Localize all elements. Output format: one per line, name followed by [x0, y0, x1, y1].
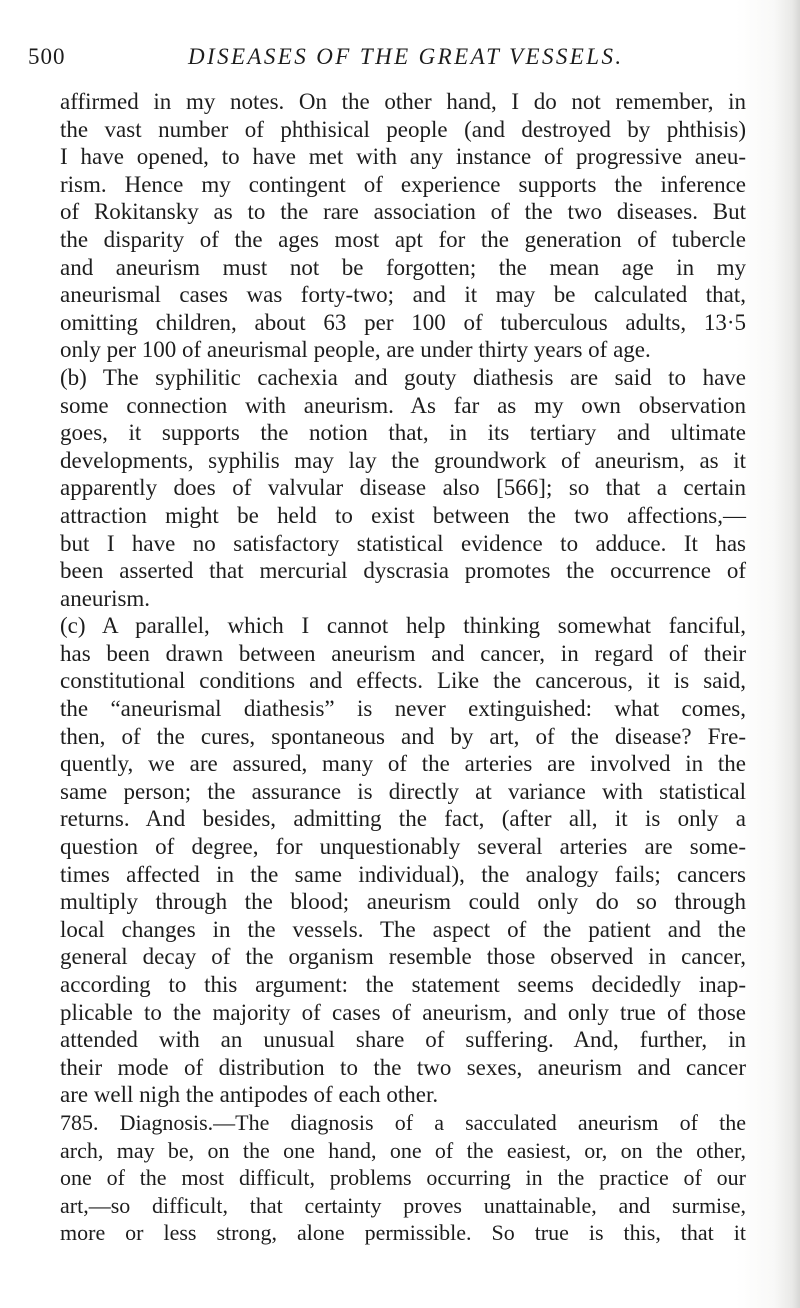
text-line: some connection with aneurism. As far as my own observation: [60, 392, 746, 418]
text-line: local changes in the vessels. The aspect of the patient and the: [60, 916, 746, 942]
running-header: [28, 44, 728, 78]
section-785-start: 785. Diagnosis.—The diagnosis of a sacculated aneurism of the: [60, 1109, 746, 1135]
text-line: quently, we are assured, many of the arteries are involved in the: [60, 751, 746, 777]
text-line: then, of the cures, spontaneous and by art, of the disease? Fre-: [60, 723, 746, 749]
text-line: I have opened, to have met with any instance of progressive aneu-: [60, 144, 746, 170]
text-line: attraction might be held to exist between the two affections,—: [60, 502, 746, 528]
text-line: been asserted that mercurial dyscrasia promotes the occurrence of: [60, 558, 746, 584]
text-line: one of the most difficult, problems occurring in the practice of our: [60, 1165, 746, 1191]
text-line: returns. And besides, admitting the fact, (after all, it is only a: [60, 806, 746, 832]
text-line: apparently does of valvular disease also [566]; so that a certain: [60, 475, 746, 501]
text-line: aneurismal cases was forty-two; and it may be calculated that,: [60, 282, 746, 308]
text-line: art,—so difficult, that certainty proves unattainable, and surmise,: [60, 1192, 746, 1218]
text-line: the “aneurismal diathesis” is never extinguished: what comes,: [60, 696, 746, 722]
text-line: according to this argument: the statement seems decidedly inap-: [60, 972, 746, 997]
text-line: general decay of the organism resemble those observed in cancer,: [60, 944, 746, 970]
text-line: but I have no satisfactory statistical evidence to adduce. It has: [60, 530, 746, 556]
text-line: are well nigh the antipodes of each other.: [60, 1082, 439, 1108]
text-line: developments, syphilis may lay the groundwork of aneurism, as it: [60, 447, 746, 473]
text-line: omitting children, about 63 per 100 of tuberculous adults, 13·5: [60, 309, 746, 335]
text-line: of Rokitansky as to the rare association of the two diseases. But: [60, 199, 746, 225]
text-line: attended with an unusual share of suffering. And, further, in: [60, 1027, 746, 1053]
text-line: same person; the assurance is directly at variance with statistical: [60, 778, 746, 804]
text-line: arch, may be, on the one hand, one of the easiest, or, on the other,: [60, 1137, 746, 1163]
paragraph-c-start: (c) A parallel, which I cannot help thinking somewhat fanciful,: [60, 613, 746, 639]
page-number: 500: [28, 44, 66, 69]
body-text: [60, 88, 746, 1247]
text-line: aneurism.: [60, 585, 151, 611]
text-line: times affected in the same individual), the analogy fails; cancers: [60, 861, 746, 887]
text-line: goes, it supports the notion that, in its tertiary and ultimate: [60, 420, 746, 446]
text-line: their mode of distribution to the two sexes, aneurism and cancer: [60, 1054, 746, 1080]
text-line: constitutional conditions and effects. Like the cancerous, it is said,: [60, 668, 746, 694]
running-title: DISEASES OF THE GREAT VESSELS.: [188, 44, 624, 69]
paragraph-b-start: (b) The syphilitic cachexia and gouty diathesis are said to have: [60, 364, 746, 390]
text-line: rism. Hence my contingent of experience supports the inference: [60, 171, 746, 197]
text-line: affirmed in my notes. On the other hand, I do not remember, in: [60, 89, 746, 114]
text-line: the vast number of phthisical people (and destroyed by phthisis): [60, 116, 746, 142]
text-line: the disparity of the ages most apt for the generation of tubercle: [60, 226, 746, 252]
text-line: has been drawn between aneurism and cancer, in regard of their: [60, 640, 746, 666]
page-edge-shadow: [774, 0, 800, 1308]
text-line: plicable to the majority of cases of aneurism, and only true of those: [60, 999, 746, 1025]
text-line: multiply through the blood; aneurism could only do so through: [60, 889, 746, 915]
text-line: more or less strong, alone permissible. So true is this, that it: [60, 1220, 746, 1246]
text-line: and aneurism must not be forgotten; the mean age in my: [60, 254, 746, 280]
text-line: only per 100 of aneurismal people, are under thirty years of age.: [60, 337, 651, 363]
text-line: question of degree, for unquestionably several arteries are some-: [60, 834, 746, 860]
